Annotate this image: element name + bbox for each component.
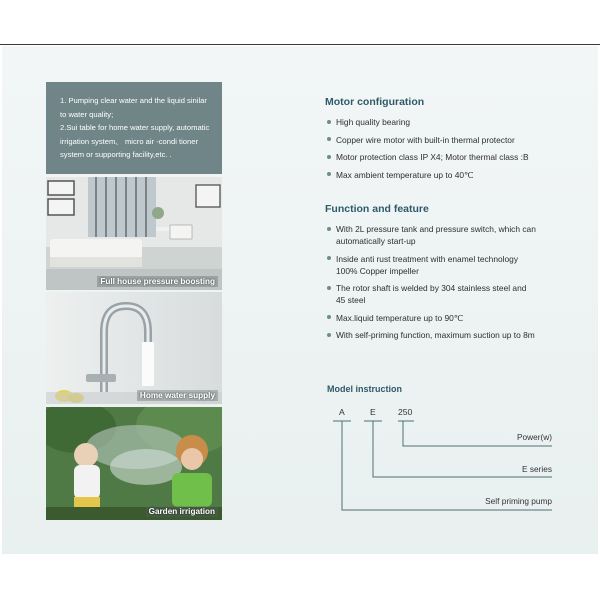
label-series: E series (522, 464, 552, 474)
label-power: Power(w) (516, 432, 552, 442)
list-item-text: Inside anti rust treatment with enamel technology (336, 253, 519, 264)
living-room-caption: Full house pressure boosting (97, 276, 218, 287)
intro-line: irrigation system、 micro air -condi tioner (60, 136, 198, 146)
list-item-text: High quality bearing (336, 117, 411, 127)
function-feature-title: Function and feature (325, 203, 429, 215)
list-item-text: Max ambient temperature up to 40℃ (336, 169, 474, 180)
label-self-priming: Self priming pump (485, 496, 552, 506)
list-item-text-continued: 100% Copper impeller (336, 265, 419, 276)
model-code-type: E (370, 407, 376, 417)
list-item-text: The rotor shaft is welded by 304 stainless steel and (336, 283, 527, 293)
intro-line: to water quality; (60, 109, 114, 119)
list-item-text-continued: 45 steel (336, 295, 366, 305)
intro-line: 2.Sui table for home water supply, automatic (60, 123, 210, 133)
garden-caption: Garden irrigation (146, 506, 218, 517)
list-item-text: Max.liquid temperature up to 90℃ (336, 312, 464, 323)
intro-line: 1. Pumping clear water and the liquid sinilar (60, 96, 207, 105)
list-item-text: Copper wire motor with built-in thermal protector (336, 134, 515, 145)
faucet-caption: Home water supply (137, 390, 218, 401)
model-code-power: 250 (398, 407, 413, 417)
list-item-text: With 2L pressure tank and pressure switch, which can (336, 224, 536, 234)
list-item-text-continued: automatically start-up (336, 236, 416, 246)
list-item-text: With self-priming function, maximum suction up to 8m (336, 330, 535, 340)
model-instruction-title: Model instruction (327, 384, 402, 394)
model-code-series: A (339, 407, 345, 417)
motor-configuration-title: Motor configuration (325, 96, 425, 108)
list-item-text: Motor protection class IP X4; Motor thermal class :B (336, 152, 529, 162)
intro-line: system or supporting facility,etc. . (60, 150, 172, 160)
